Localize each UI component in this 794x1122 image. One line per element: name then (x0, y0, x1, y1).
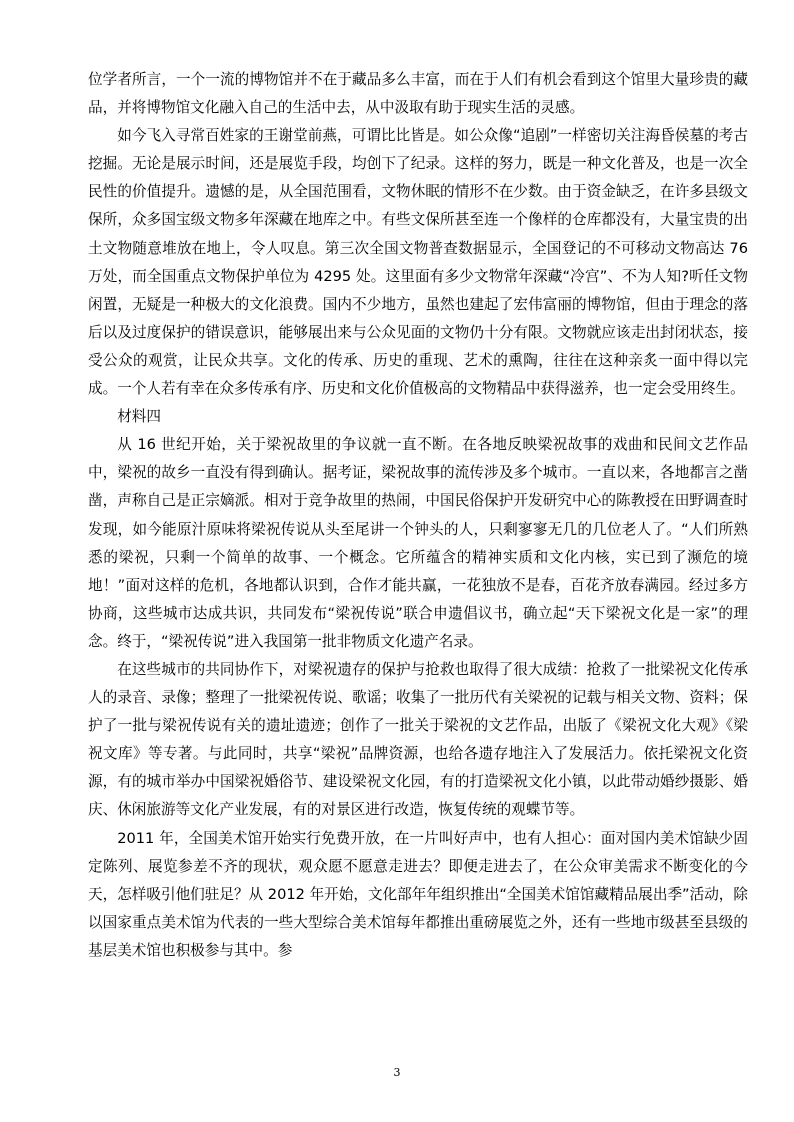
paragraph-liangzhu-protection: 在这些城市的共同协作下，对梁祝遗存的保护与抢救也取得了很大成绩：抢救了一批梁祝文化传承人的录音、录像；整理了一批梁祝传说、歌谣；收集了一批历代有关梁祝的记载与相关文物、资料；保护了一批与梁祝传说有关的遗址遗迹；创作了一批关于梁祝的文艺作品，出版了《梁祝文化大观》《梁祝文库》等专著。与此同时，共享“梁祝”品牌资源，也给各遗存地注入了发展活力。依托梁祝文化资源，有的城市举办中国梁祝婚俗节、建设梁祝文化园，有的打造梁祝文化小镇，以此带动婚纱摄影、婚庆、休闲旅游等文化产业发展，有的对景区进行改造，恢复传统的观蝶节等。 (88, 660, 748, 819)
paragraph-artifacts: 如今飞入寻常百姓家的王谢堂前燕，可谓比比皆是。如公众像“追剧”一样密切关注海昏侯墓的考古挖掘。无论是展示时间，还是展览手段，均创下了纪录。这样的努力，既是一种文化普及，也是一次全民性的价值提升。遗憾的是，从全国范围看，文物休眠的情形不在少数。由于资金缺乏，在许多县级文保所，众多国宝级文物多年深藏在地库之中。有些文保所甚至连一个像样的仓库都没有，大量宝贵的出土文物随意堆放在地上，令人叹息。第三次全国文物普查数据显示，全国登记的不可移动文物高达 76 万处，而全国重点文物保护单位为 4295 处。这里面有多少文物常年深藏“冷宫”、不为人知?听任文物闲置，无疑是一种极大的文化浪费。国内不少地方，虽然也建起了宏伟富丽的博物馆，但由于理念的落后以及过度保护的错误意识，能够展出来与公众见面的文物仍十分有限。文物就应该走出封闭状态，接受公众的观赏，让民众共享。文化的传承、历史的重现、艺术的熏陶，往往在这种亲炙一面中得以完成。一个人若有幸在众多传承有序、历史和文化价值极高的文物精品中获得滋养，也一定会受用终生。 (88, 127, 748, 398)
paragraph-art-museums: 2011 年，全国美术馆开始实行免费开放，在一片叫好声中，也有人担心：面对国内美术馆缺少固定陈列、展览参差不齐的现状，观众愿不愿意走进去？即便走进去了，在公众审美需求不断变化的今天，怎样吸引他们驻足？从 2012 年开始，文化部年年组织推出“全国美术馆馆藏精品展出季”活动，除以国家重点美术馆为代表的一些大型综合美术馆每年都推出重磅展览之外，还有一些地市级甚至县级的基层美术馆也积极参与其中。参 (88, 829, 748, 959)
section-heading-material-four: 材料四 (117, 408, 161, 426)
paragraph-liangzhu-dispute: 从 16 世纪开始，关于梁祝故里的争议就一直不断。在各地反映梁祝故事的戏曲和民间文艺作品中，梁祝的故乡一直没有得到确认。据考证，梁祝故事的流传涉及多个城市。一直以来，各地都言之凿凿，声称自己是正宗嫡派。相对于竞争故里的热闹，中国民俗保护开发研究中心的陈教授在田野调查时发现，如今能原汁原味将梁祝传说从头至尾讲一个钟头的人，只剩寥寥无几的几位老人了。“人们所熟悉的梁祝，只剩一个简单的故事、一个概念。它所蕴含的精神实质和文化内核，实已到了濒危的境地！”面对这样的危机，各地都认识到，合作才能共赢，一花独放不是春，百花齐放春满园。经过多方协商，这些城市达成共识，共同发布“梁祝传说”联合申遗倡议书，确立起“天下梁祝文化是一家”的理念。终于，“梁祝传说”进入我国第一批非物质文化遗产名录。 (88, 436, 748, 650)
document-body (88, 66, 748, 965)
page-number: 3 (393, 1066, 401, 1079)
paragraph-continuation: 位学者所言，一个一流的博物馆并不在于藏品多么丰富，而在于人们有机会看到这个馆里大量珍贵的藏品，并将博物馆文化融入自己的生活中去，从中汲取有助于现实生活的灵感。 (88, 71, 748, 117)
